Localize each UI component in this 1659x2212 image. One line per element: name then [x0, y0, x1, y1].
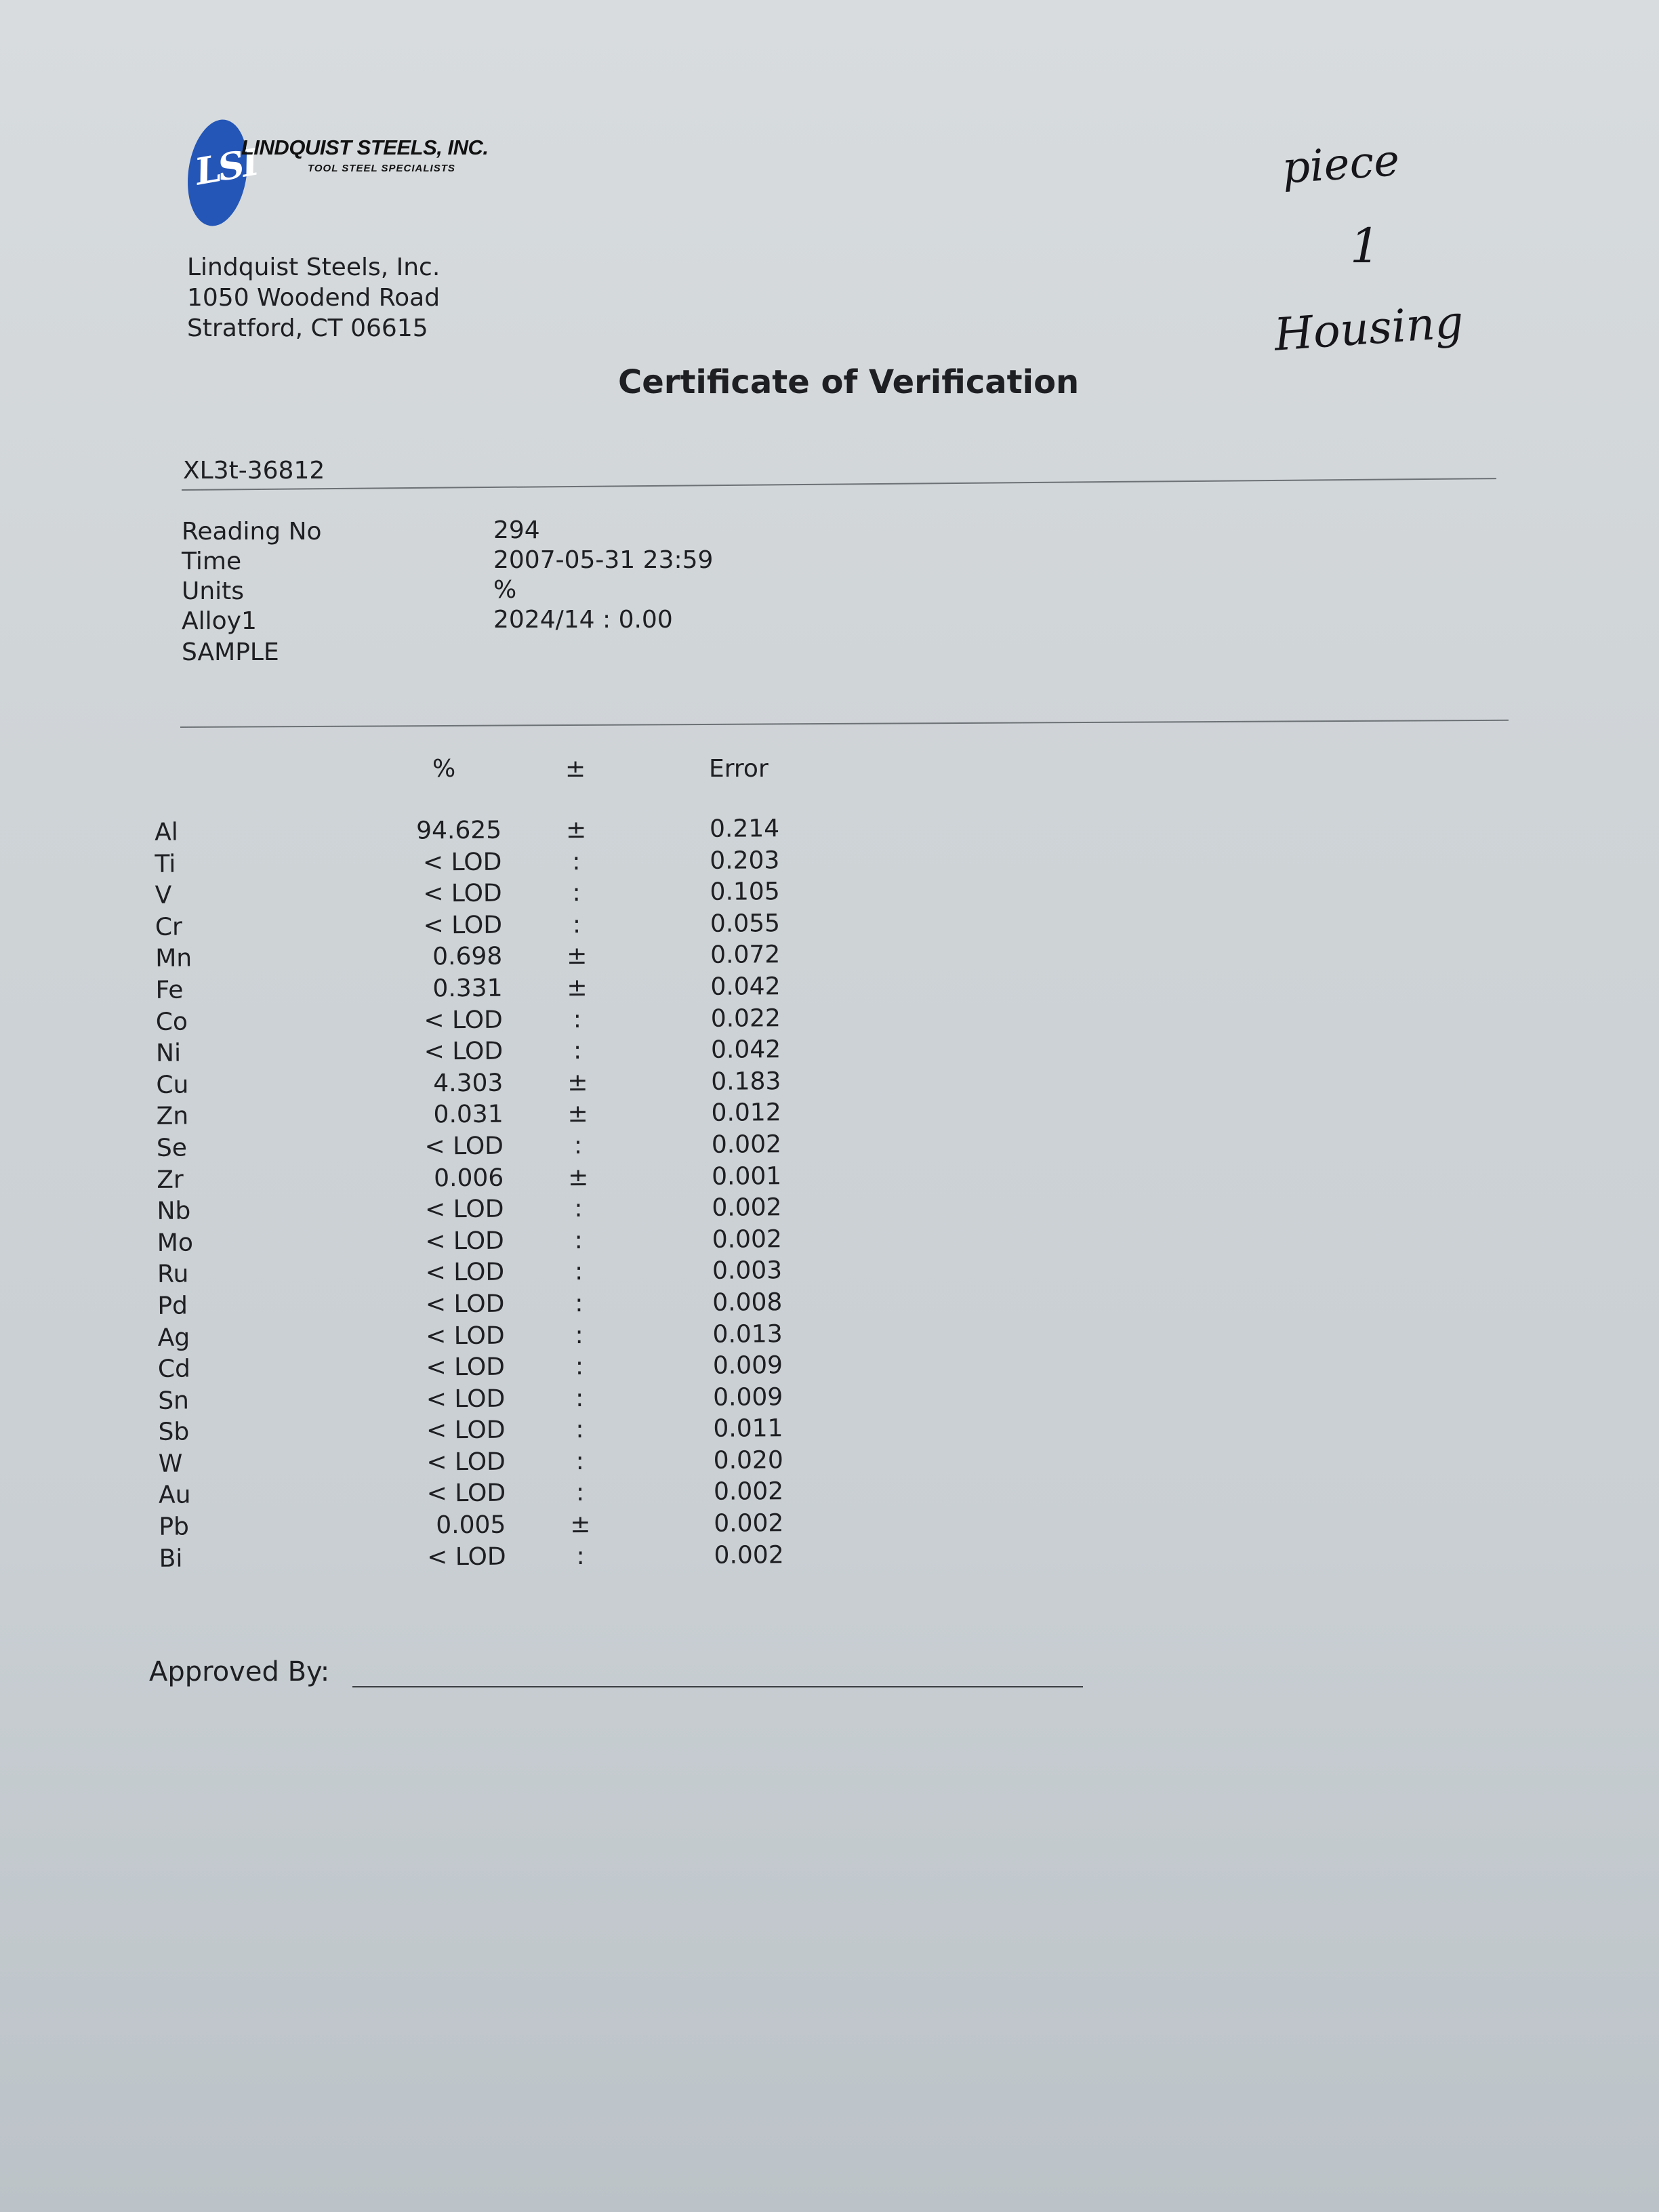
table-row	[139, 1319, 817, 1355]
element-symbol: W	[158, 1450, 183, 1478]
table-row	[138, 1099, 815, 1134]
element-error: 0.002	[711, 1130, 782, 1159]
element-value: < LOD	[427, 1542, 506, 1572]
element-value: < LOD	[425, 1258, 505, 1287]
element-value: < LOD	[422, 848, 502, 877]
meta-label: Units	[182, 577, 245, 605]
element-symbol: Pb	[159, 1513, 190, 1541]
element-value: < LOD	[424, 1132, 504, 1161]
results-table	[136, 815, 818, 1576]
handwritten-note-number: 1	[1350, 218, 1380, 274]
table-row	[136, 941, 814, 977]
element-value: 0.005	[436, 1511, 506, 1540]
handwritten-note-housing: Housing	[1272, 295, 1465, 361]
logo-mark: LSI	[191, 140, 260, 194]
element-error: 0.009	[713, 1382, 783, 1412]
meta-label: Reading No	[182, 518, 322, 546]
table-row	[136, 815, 813, 851]
element-error: 0.042	[710, 972, 781, 1001]
element-sign: ±	[567, 942, 588, 970]
table-row	[138, 1256, 816, 1292]
element-sign: :	[574, 1258, 583, 1286]
meta-value: 2007-05-31 23:59	[493, 546, 714, 574]
element-error: 0.203	[710, 846, 780, 875]
element-error: 0.214	[709, 815, 780, 843]
element-symbol: Mo	[157, 1229, 194, 1257]
element-symbol: Cd	[157, 1355, 191, 1383]
element-value: < LOD	[426, 1416, 506, 1445]
element-value: 94.625	[416, 816, 502, 845]
document-title: Certificate of Verification	[618, 363, 1080, 401]
table-row	[136, 909, 814, 945]
element-symbol: Ru	[157, 1260, 189, 1289]
element-sign: ±	[565, 815, 587, 844]
element-sign: ±	[567, 1100, 588, 1128]
element-error: 0.008	[712, 1288, 783, 1317]
element-sign: :	[575, 1479, 585, 1507]
element-symbol: V	[155, 881, 172, 910]
element-symbol: Ag	[157, 1324, 190, 1352]
element-error: 0.183	[711, 1067, 781, 1096]
approved-by-label: Approved By:	[149, 1656, 330, 1687]
element-sign: :	[575, 1384, 584, 1412]
element-sign: :	[575, 1447, 584, 1475]
table-row	[140, 1509, 817, 1545]
element-error: 0.012	[711, 1099, 781, 1128]
element-error: 0.042	[710, 1036, 781, 1064]
table-row	[138, 1130, 815, 1166]
element-symbol: Se	[156, 1134, 188, 1162]
instrument-id: XL3t-36812	[183, 457, 325, 485]
element-value: < LOD	[425, 1227, 504, 1256]
element-symbol: Pd	[157, 1292, 188, 1320]
element-sign: :	[575, 1289, 583, 1317]
element-error: 0.020	[713, 1446, 783, 1475]
element-symbol: Au	[158, 1481, 191, 1510]
meta-label: SAMPLE	[182, 638, 279, 666]
element-value: 4.303	[433, 1069, 504, 1098]
element-symbol: Al	[154, 818, 178, 846]
element-error: 0.072	[710, 941, 781, 970]
element-sign: ±	[567, 1068, 588, 1097]
element-sign: ±	[568, 1163, 589, 1191]
address-line: 1050 Woodend Road	[187, 284, 441, 312]
element-sign: :	[574, 1226, 583, 1254]
table-row	[140, 1541, 818, 1577]
element-error: 0.002	[712, 1193, 782, 1222]
handwritten-note-piece: piece	[1280, 136, 1401, 194]
address-line: Stratford, CT 06615	[187, 314, 428, 342]
element-symbol: Zr	[157, 1166, 184, 1194]
element-sign: ±	[567, 973, 588, 1002]
header-error: Error	[709, 755, 769, 783]
signature-line	[352, 1686, 1083, 1687]
header-percent: %	[432, 755, 456, 783]
element-symbol: Zn	[156, 1102, 189, 1131]
address-line: Lindquist Steels, Inc.	[187, 253, 441, 281]
element-sign: :	[574, 1195, 583, 1223]
element-error: 0.002	[713, 1477, 784, 1507]
element-sign: :	[575, 1321, 583, 1349]
table-row	[137, 1004, 815, 1040]
element-value: 0.331	[432, 974, 503, 1003]
table-row	[139, 1414, 817, 1450]
element-error: 0.002	[714, 1509, 784, 1538]
table-row	[138, 1162, 815, 1197]
element-value: < LOD	[424, 1006, 503, 1034]
element-value: < LOD	[424, 1037, 504, 1066]
meta-value: %	[493, 576, 517, 604]
element-value: < LOD	[425, 1290, 505, 1319]
element-error: 0.105	[710, 878, 780, 907]
company-address	[187, 252, 440, 344]
element-sign: ±	[570, 1510, 591, 1539]
element-error: 0.001	[712, 1162, 782, 1191]
element-symbol: Fe	[155, 976, 184, 1004]
element-error: 0.002	[714, 1540, 784, 1570]
element-error: 0.055	[710, 909, 781, 938]
element-value: < LOD	[424, 1195, 504, 1224]
meta-label: Time	[182, 548, 242, 575]
table-row	[138, 1288, 816, 1324]
table-row	[136, 878, 814, 914]
divider-top	[182, 478, 1496, 491]
element-symbol: Bi	[159, 1544, 183, 1573]
meta-label: Alloy1	[182, 607, 257, 635]
table-row	[138, 1193, 815, 1229]
table-row	[139, 1351, 817, 1387]
table-row	[139, 1383, 817, 1419]
element-symbol: Mn	[155, 944, 192, 973]
element-error: 0.003	[712, 1256, 783, 1286]
element-value: < LOD	[426, 1479, 506, 1508]
header-plusminus: ±	[565, 755, 586, 783]
element-sign: :	[572, 910, 581, 939]
table-row	[136, 846, 813, 882]
element-sign: :	[572, 879, 581, 907]
table-row	[138, 1225, 816, 1261]
element-sign: :	[573, 1037, 582, 1065]
element-error: 0.011	[713, 1414, 783, 1443]
table-row	[140, 1477, 817, 1513]
element-symbol: Nb	[157, 1197, 191, 1225]
element-error: 0.013	[712, 1319, 783, 1349]
element-error: 0.022	[710, 1004, 781, 1033]
element-sign: :	[576, 1542, 585, 1570]
element-value: < LOD	[423, 911, 503, 940]
element-error: 0.002	[712, 1225, 782, 1254]
element-symbol: Sn	[158, 1387, 190, 1415]
logo-tagline: TOOL STEEL SPECIALISTS	[308, 163, 455, 174]
table-row	[140, 1446, 817, 1482]
company-logo	[188, 119, 493, 228]
element-sign: :	[573, 1005, 582, 1033]
element-symbol: Ti	[155, 850, 176, 878]
element-symbol: Ni	[155, 1039, 182, 1067]
logo-company-name: LINDQUIST STEELS, INC.	[241, 136, 489, 159]
element-symbol: Cu	[156, 1071, 189, 1099]
element-sign: :	[575, 1416, 584, 1444]
element-symbol: Sb	[158, 1418, 190, 1447]
element-value: 0.006	[434, 1164, 504, 1192]
element-value: < LOD	[426, 1322, 505, 1350]
divider-middle	[180, 720, 1509, 728]
element-value: < LOD	[426, 1448, 506, 1477]
element-sign: :	[575, 1353, 584, 1381]
element-value: < LOD	[423, 879, 502, 908]
element-symbol: Cr	[155, 913, 183, 941]
meta-value: 294	[493, 516, 540, 544]
meta-value: 2024/14 : 0.00	[493, 606, 673, 634]
element-value: 0.031	[433, 1101, 504, 1129]
element-value: < LOD	[426, 1385, 506, 1414]
element-value: < LOD	[426, 1353, 506, 1382]
element-sign: :	[573, 1131, 583, 1160]
table-row	[137, 1067, 815, 1103]
element-error: 0.009	[712, 1351, 783, 1380]
element-symbol: Co	[155, 1008, 188, 1036]
element-sign: :	[572, 847, 581, 876]
element-value: 0.698	[432, 943, 503, 971]
table-row	[136, 972, 814, 1008]
table-row	[137, 1036, 815, 1071]
